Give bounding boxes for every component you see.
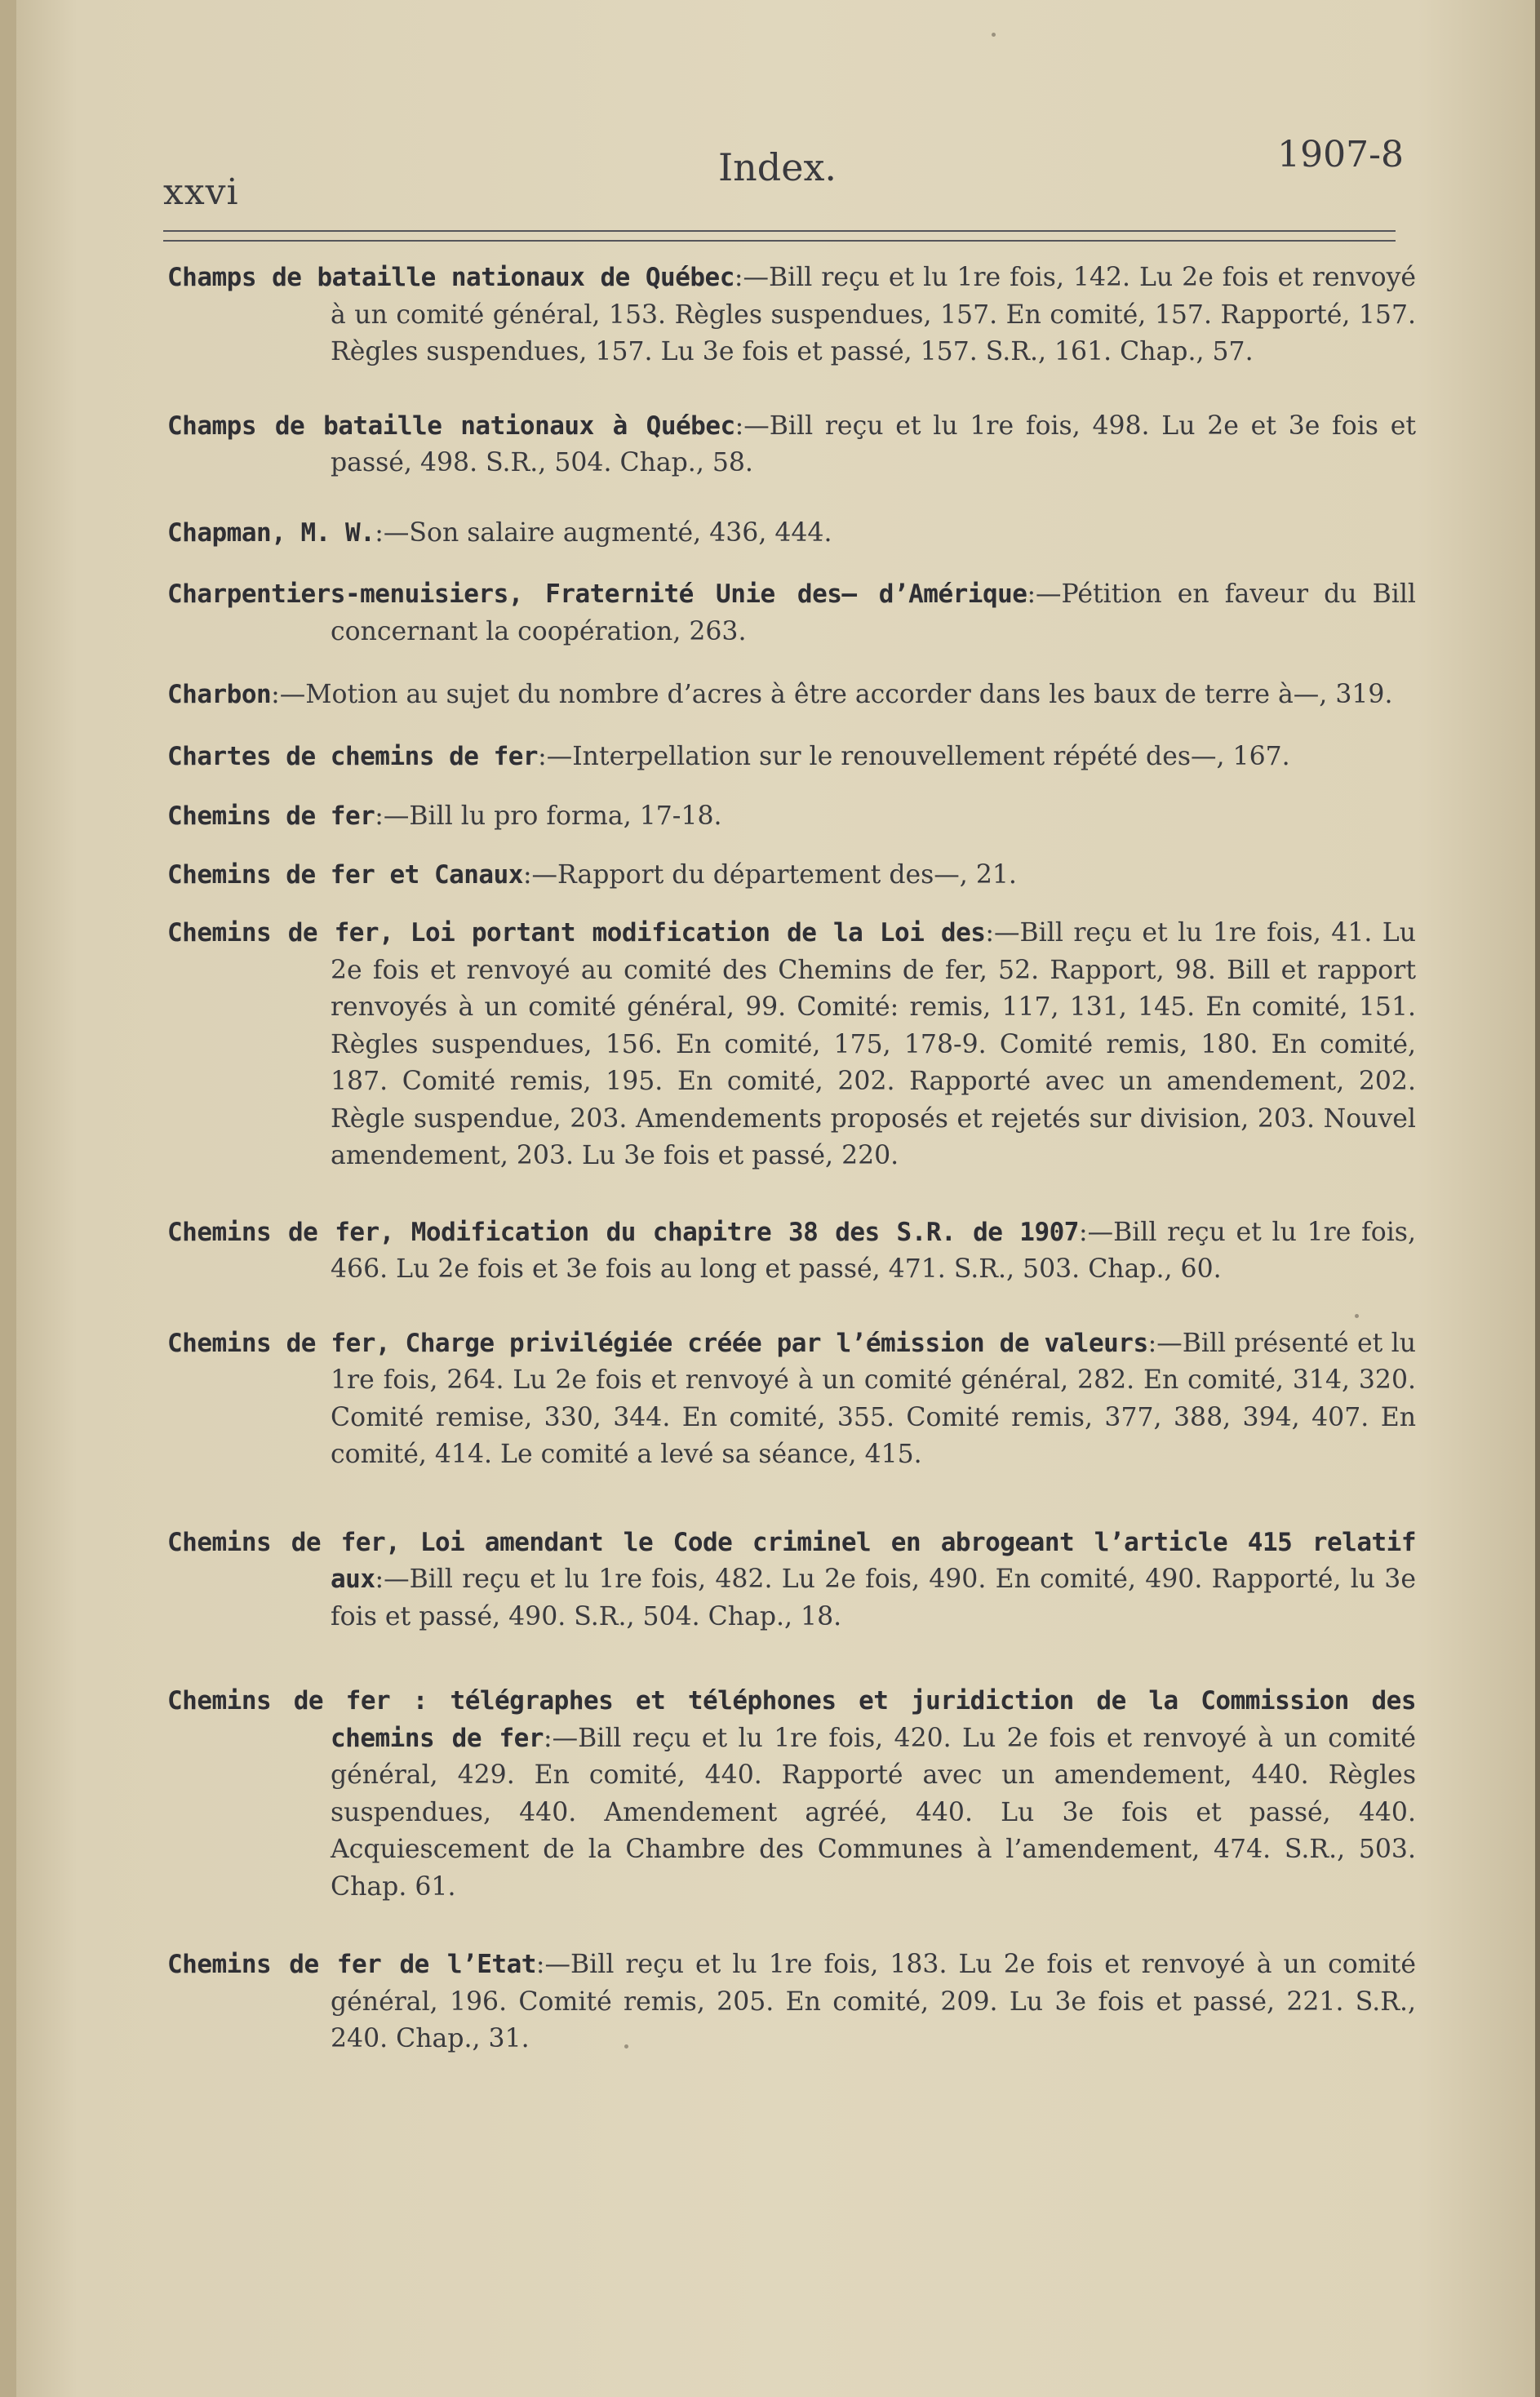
entry-heading: Chemins de fer et Canaux (167, 859, 523, 890)
entry-heading: Chemins de fer de l’Etat (167, 1950, 536, 1979)
page-edge (1535, 0, 1540, 2397)
entry-heading: Chemins de fer (167, 801, 375, 831)
entry-text: :—Bill reçu et lu 1re fois, 420. Lu 2e fois et renvoyé à un comité général, 429. En comité, 440. Rapporté avec un amendement, 440. Règles suspendues, 440. Amendement agréé, 440. Lu 3e fois et passé, 440. Acquiescement de la Chambre des Communes à l’amendement, 474. S.R., 503. Chap. 61. (331, 1723, 1416, 1902)
entry-text: :—Son salaire augmenté, 436, 444. (375, 517, 832, 548)
entry-text: :—Bill reçu et lu 1re fois, 482. Lu 2e fois, 490. En comité, 490. Rapporté, lu 3e fois et passé, 490. S.R., 504. Chap., 18. (331, 1565, 1416, 1631)
paper-speck (1355, 1314, 1359, 1318)
entry-heading: Chemins de fer, Loi amendant le Code criminel en abrogeant l’article 415 relatif aux (167, 1527, 1416, 1594)
header-rule-bottom (163, 240, 1396, 242)
entry-heading: Champs de bataille nationaux de Québec (167, 263, 734, 292)
index-entry (167, 1325, 1416, 1474)
entry-heading: Chemins de fer, Loi portant modification de la Loi des (167, 918, 986, 948)
page-gutter (0, 0, 16, 2397)
entry-heading: Chartes de chemins de fer (167, 741, 539, 771)
page-number: xxvi (163, 171, 239, 213)
entry-text: :—Bill reçu et lu 1re fois, 466. Lu 2e fois et 3e fois au long et passé, 471. S.R., 503. Chap., 60. (331, 1217, 1416, 1284)
entry-heading: Chemins de fer, Modification du chapitre 38 des S.R. de 1907 (167, 1217, 1079, 1247)
index-entry (167, 260, 1416, 371)
entry-text: :—Bill lu pro forma, 17-18. (375, 801, 722, 831)
paper-speck (992, 33, 996, 37)
index-entry (167, 576, 1416, 650)
session-year: 1907-8 (1277, 134, 1404, 175)
entry-text: :—Bill reçu et lu 1re fois, 183. Lu 2e fois et renvoyé à un comité général, 196. Comité remis, 205. En comité, 209. Lu 3e fois et passé, 221. S.R., 240. Chap., 31. (331, 1950, 1416, 2053)
entry-text: :—Bill reçu et lu 1re fois, 41. Lu 2e fois et renvoyé au comité des Chemins de fer, 52. Rapport, 98. Bill et rapport renvoyés à un comité général, 99. Comité: remis, 117, 131, 145. En comité, 151. Règles suspendues, 156. En comité, 175, 178-9. Comité remis, 180. En comité, 187. Comité remis, 195. En comité, 202. Rapporté avec un amendement, 202. Règle suspendue, 203. Amendements proposés et rejetés sur division, 203. Nouvel amendement, 203. Lu 3e fois et passé, 220. (331, 918, 1416, 1170)
index-entry (167, 857, 1416, 894)
index-entry (167, 1683, 1416, 1906)
index-entry (167, 1946, 1416, 2058)
entry-heading: Chemins de fer, Charge privilégiée créée par l’émission de valeurs (167, 1328, 1148, 1358)
entry-text: :—Bill présenté et lu 1re fois, 264. Lu 2e fois et renvoyé à un comité général, 282. En comité, 314, 320. Comité remise, 330, 344. En comité, 355. Comité remis, 377, 388, 394, 407. En comité, 414. Le comité a levé sa séance, 415. (331, 1328, 1416, 1469)
entry-heading: Chapman, M. W. (167, 517, 375, 548)
index-entry (167, 915, 1416, 1175)
paper-speck (624, 2044, 628, 2049)
index-entries (167, 260, 1416, 2058)
entry-heading: Charbon (167, 680, 272, 709)
entry-text: :—Bill reçu et lu 1re fois, 142. Lu 2e fois et renvoyé à un comité général, 153. Règles suspendues, 157. En comité, 157. Rapporté, 157. Règles suspendues, 157. Lu 3e fois et passé, 157. S.R., 161. Chap., 57. (331, 263, 1417, 366)
index-entry (167, 739, 1416, 776)
index-entry (167, 1214, 1416, 1289)
entry-text: :—Motion au sujet du nombre d’acres à être accorder dans les baux de terre à—, 319. (271, 680, 1393, 709)
running-title: Index. (718, 145, 837, 189)
header-rule-top (163, 230, 1396, 232)
page-header (163, 131, 1404, 213)
entry-text: :—Bill reçu et lu 1re fois, 498. Lu 2e et 3e fois et passé, 498. S.R., 504. Chap., 58. (331, 411, 1416, 477)
index-entry (167, 515, 1416, 553)
entry-heading: Champs de bataille nationaux à Québec (167, 411, 735, 441)
entry-text: :—Pétition en faveur du Bill concernant la coopération, 263. (331, 579, 1416, 646)
index-entry (167, 1525, 1416, 1636)
index-entry (167, 798, 1416, 836)
entry-text: :—Rapport du département des—, 21. (522, 859, 1017, 890)
entry-heading: Chemins de fer : télégraphes et téléphones et juridiction de la Commission des chemins de fer (167, 1686, 1416, 1753)
entry-heading: Charpentiers-menuisiers, Fraternité Unie des— d’Amérique (167, 579, 1027, 609)
index-entry (167, 408, 1416, 482)
index-entry (167, 677, 1416, 714)
entry-text: :—Interpellation sur le renouvellement répété des—, 167. (538, 741, 1290, 771)
